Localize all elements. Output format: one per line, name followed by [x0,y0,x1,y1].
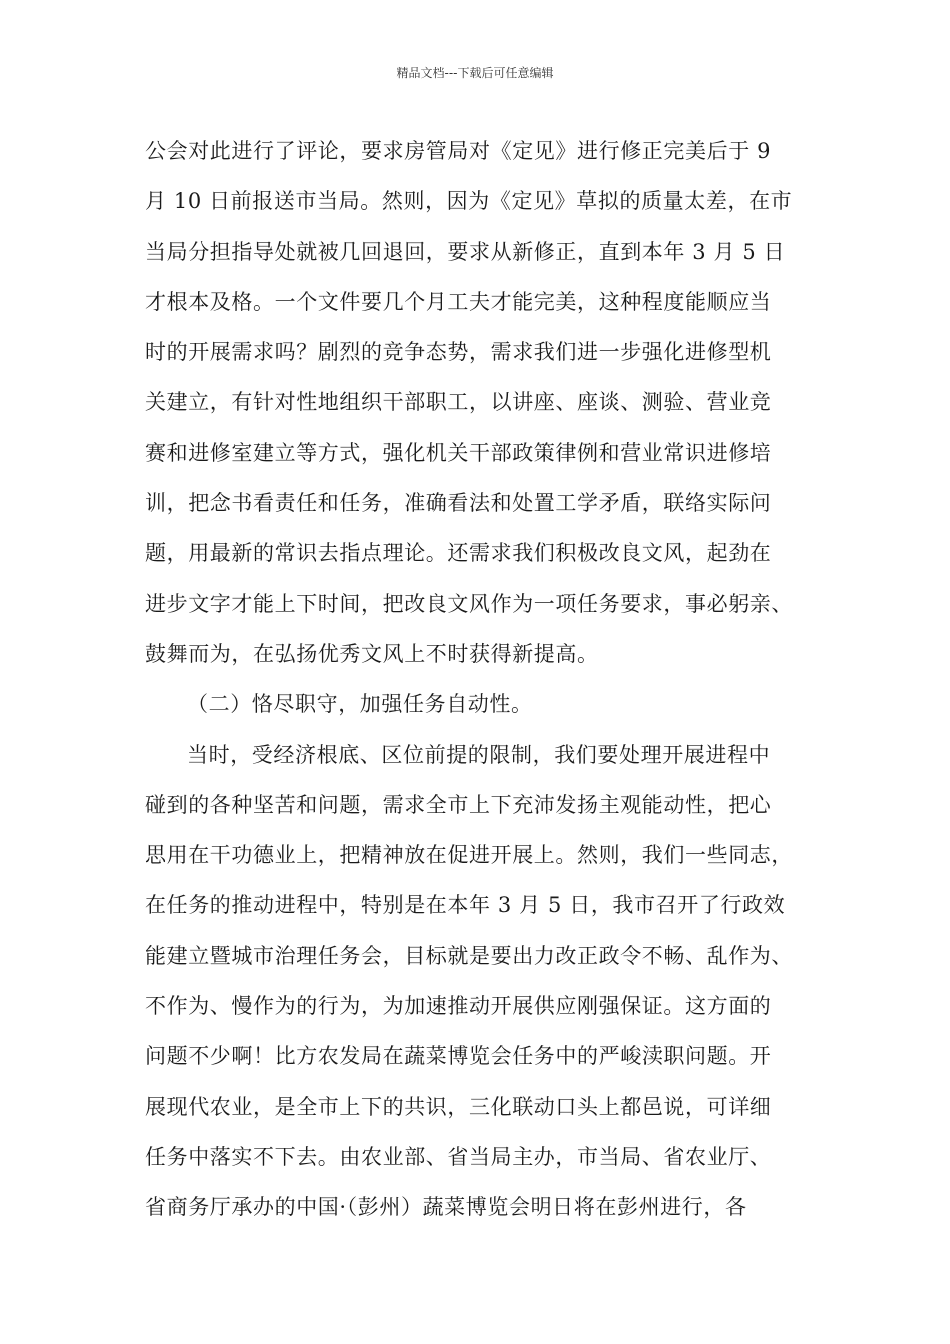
text-line: 任务中落实不下去。由农业部、省当局主办，市当局、省农业厅、 [145,1144,772,1169]
text-line: 省商务厅承办的中国·（彭州）蔬菜博览会明日将在彭州进行，各 [145,1195,747,1220]
text-line: 展现代农业，是全市上下的共识，三化联动口头上都邑说，可详细 [145,1094,772,1119]
section-heading: （二）恪尽职守，加强任务自动性。 [187,692,533,717]
text-line: 碰到的各种坚苦和问题，需求全市上下充沛发扬主观能动性，把心 [145,792,772,817]
text-line: 才根本及格。一个文件要几个月工夫才能完美，这种程度能顺应当 [145,289,772,314]
text-line: 当时，受经济根底、区位前提的限制，我们要处理开展进程中 [187,742,771,767]
text-line: 思用在干功德业上，把精神放在促进开展上。然则，我们一些同志， [145,843,793,868]
text-line: 进步文字才能上下时间，把改良文风作为一项任务要求，事必躬亲、 [145,591,793,616]
text-line: 不作为、慢作为的行为，为加速推动开展供应刚强保证。这方面的 [145,994,772,1019]
text-line: 训，把念书看责任和任务，准确看法和处置工学矛盾，联络实际问 [145,491,772,516]
text-line: 题，用最新的常识去指点理论。还需求我们积极改良文风，起劲在 [145,541,772,566]
text-line: 能建立暨城市治理任务会，目标就是要出力改正政令不畅、乱作为、 [145,943,793,968]
text-line: 鼓舞而为，在弘扬优秀文风上不时获得新提高。 [145,641,599,666]
document-body [145,126,815,1233]
text-line: 当局分担指导处就被几回退回，要求从新修正，直到本年 3 月 5 日 [145,239,786,264]
text-line: 公会对此进行了评论，要求房管局对《定见》进行修正完美后于 9 [145,139,772,163]
text-line: 关建立，有针对性地组织干部职工，以讲座、座谈、测验、营业竞 [145,390,772,415]
text-line: 赛和进修室建立等方式，强化机关干部政策律例和营业常识进修培 [145,440,772,465]
text-line: 在任务的推动进程中，特别是在本年 3 月 5 日，我市召开了行政效 [145,893,786,918]
page-header: 精品文档---下载后可任意编辑 [396,66,554,80]
text-line: 时的开展需求吗？剧烈的竞争态势，需求我们进一步强化进修型机 [145,340,772,365]
text-line: 月 10 日前报送市当局。然则，因为《定见》草拟的质量太差，在市 [145,189,793,214]
text-line: 问题不少啊！比方农发局在蔬菜博览会任务中的严峻渎职问题。开 [145,1044,772,1069]
